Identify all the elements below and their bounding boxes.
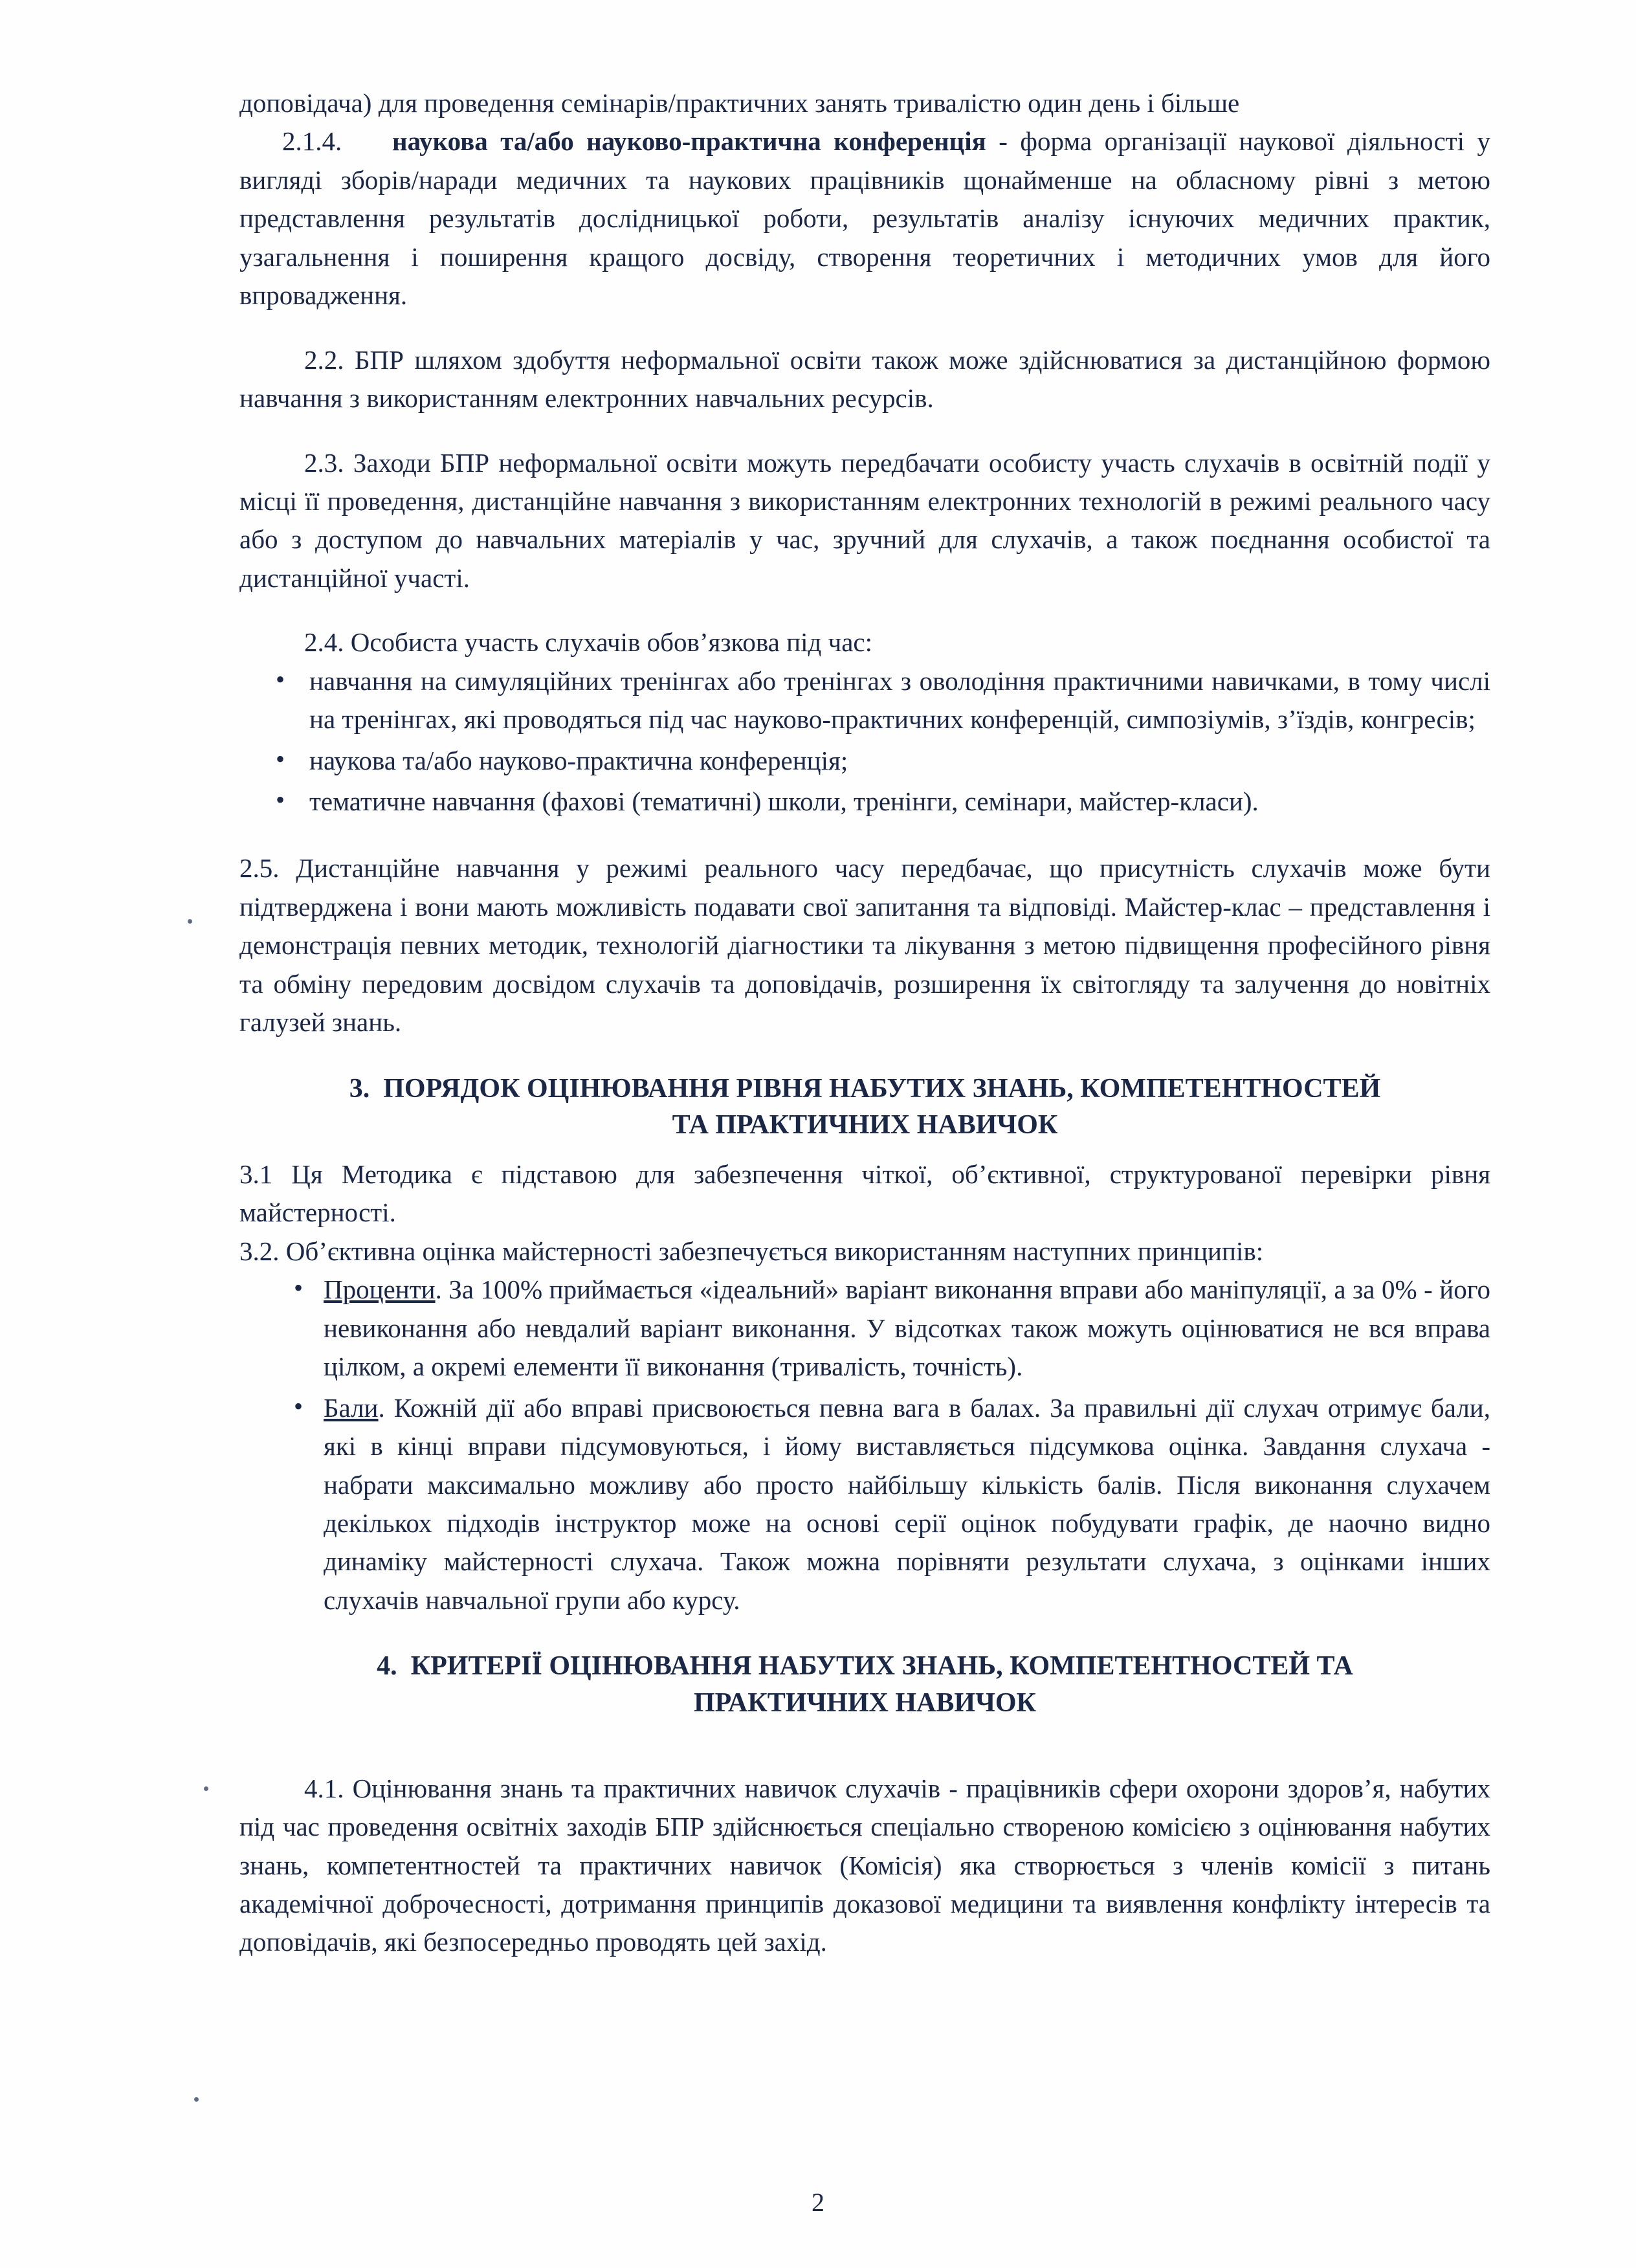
- paragraph-2-1-4-text: - форма організації наукової діяльності у вигляді зборів/наради медичних та наукових працівників щонайменше на обласному рівні з метою представлення результатів дослідницької роботи, результатів аналізу існуючих медичних практик, узагальнення і поширення кращого досвіду, створення теоретичних і методичних умов для його впровадження.: [239, 126, 1491, 311]
- paragraph-3-2: 3.2. Об’єктивна оцінка майстерності забезпечується використанням наступних принципів:: [239, 1236, 1264, 1266]
- list-item: • наукова та/або науково-практична конференція;: [239, 742, 1490, 780]
- paragraph-2-1-4: [239, 122, 1490, 315]
- ink-mark: [188, 919, 192, 924]
- term-points: Бали: [324, 1392, 379, 1423]
- section-4-line-1: [239, 1648, 1490, 1685]
- clause-number-2-1-4: 2.1.4.: [282, 126, 342, 157]
- term-points-text: . Кожній дії або вправі присвоюється певна вага в балах. За правильні дії слухач отримує бали, які в кінці вправи підсумовуються, і йому виставляється підсумкова оцінка. Завдання слухача - набрати максимально можливу або просто найбільшу кількість балів. Після виконання слухачем декількох підходів інструктор може на основі серії оцінок побудувати графік, де наочно видно динаміку майстерності слухача. Також можна порівняти результати слухача, з оцінками інших слухачів навчальної групи або курсу.: [324, 1392, 1490, 1615]
- list-item: • навчання на симуляційних тренінгах або тренінгах з оволодіння практичними навичками, в тому числі на тренінгах, які проводяться під час науково-практичних конференцій, симпозіумів, з’їздів, конгресів;: [239, 662, 1490, 739]
- list-mandatory-attendance: [239, 662, 1490, 821]
- section-3-title-part-1: ПОРЯДОК ОЦІНЮВАННЯ РІВНЯ НАБУТИХ ЗНАНЬ, КОМПЕТЕНТНОСТЕЙ: [383, 1073, 1381, 1104]
- section-3-number: 3.: [349, 1073, 370, 1104]
- section-4-number: 4.: [377, 1651, 397, 1682]
- section-4-title-part-1: КРИТЕРІЇ ОЦІНЮВАННЯ НАБУТИХ ЗНАНЬ, КОМПЕТЕНТНОСТЕЙ ТА: [410, 1651, 1353, 1682]
- term-scientific-conference: наукова та/або науково-практична конференція: [392, 126, 986, 157]
- list-item-percentages: [239, 1271, 1490, 1386]
- document-text-body: [239, 84, 1490, 1962]
- section-heading-3: [239, 1071, 1490, 1144]
- page-number: 2: [812, 2188, 824, 2217]
- list-item: • тематичне навчання (фахові (тематичні) школи, тренінги, семінари, майстер-класи).: [239, 783, 1490, 821]
- section-heading-4: [239, 1648, 1490, 1721]
- list-item-points: [239, 1389, 1490, 1620]
- paragraph-2-5: 2.5. Дистанційне навчання у режимі реального часу передбачає, що присутність слухачів може бути підтверджена і вони мають можливість подавати свої запитання та відповіді. Майстер-клас – представлення і демонстрація певних методик, технологій діагностики та лікування з метою підвищення професійного рівня та обміну передовим досвідом слухачів та доповідачів, розширення їх світогляду та залучення до новітніх галузей знань.: [239, 853, 1490, 1038]
- term-percentages-text: . За 100% приймається «ідеальний» варіант виконання вправи або маніпуляції, а за 0% - його невиконання або невдалий варіант виконання. У відсотках також можуть оцінюватися не вся вправа цілком, а окремі елементи її виконання (тривалість, точність).: [324, 1274, 1490, 1382]
- term-percentages: Проценти: [324, 1274, 436, 1305]
- paragraph-continuation: доповідача) для проведення семінарів/практичних занять тривалістю один день і більше: [239, 88, 1240, 118]
- ink-mark: [194, 2097, 199, 2102]
- section-3-line-2: ТА ПРАКТИЧНИХ НАВИЧОК: [672, 1110, 1058, 1140]
- paragraph-2-3: 2.3. Заходи БПР неформальної освіти можуть передбачати особисту участь слухачів в освітній події у місці її проведення, дистанційне навчання з використанням електронних технологій в режимі реального часу або з доступом до навчальних матеріалів у час, зручний для слухачів, а також поєднання особистої та дистанційної участі.: [239, 447, 1490, 593]
- paragraph-3-1: 3.1 Ця Методика є підставою для забезпечення чіткої, об’єктивної, структурованої перевірки рівня майстерності.: [239, 1159, 1490, 1228]
- ink-mark: [204, 1786, 208, 1791]
- section-4-line-2: ПРАКТИЧНИХ НАВИЧОК: [693, 1687, 1037, 1718]
- paragraph-2-2: 2.2. БПР шляхом здобуття неформальної освіти також може здійснюватися за дистанційною формою навчання з використанням електронних навчальних ресурсів.: [239, 344, 1490, 414]
- list-assessment-principles: [239, 1271, 1490, 1619]
- paragraph-2-4: 2.4. Особиста участь слухачів обов’язкова під час:: [304, 627, 872, 658]
- section-3-line-1: [239, 1071, 1490, 1107]
- paragraph-4-1: 4.1. Оцінювання знань та практичних навичок слухачів - працівників сфери охорони здоров’я, набутих під час проведення освітніх заходів БПР здійснюється спеціально створеною комісією з оцінювання набутих знань, компетентностей та практичних навичок (Комісія) яка створюється з членів комісії з питань академічної доброчесності, дотримання принципів доказової медицини та виявлення конфлікту інтересів та доповідачів, які безпосередньо проводять цей захід.: [239, 1773, 1490, 1957]
